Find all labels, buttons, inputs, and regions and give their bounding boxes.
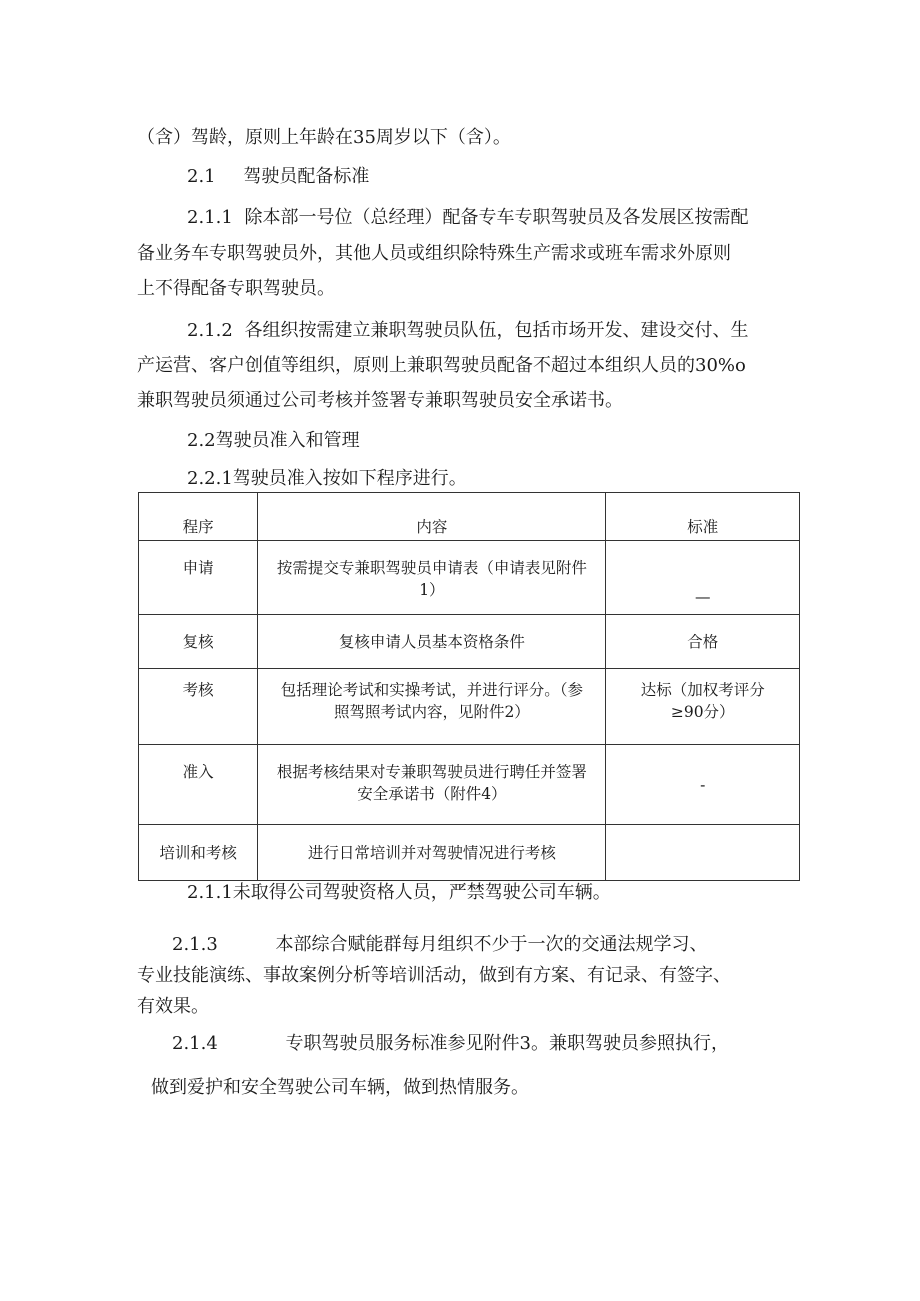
section-2-2-heading: 2.2驾驶员准入和管理	[187, 430, 360, 451]
content-cell	[258, 541, 606, 615]
standard-cell: 合格	[606, 615, 800, 669]
content-cell	[258, 669, 606, 745]
para-text: 专职驾驶员服务标准参见附件3。兼职驾驶员参照执行，	[285, 1033, 729, 1054]
content-line: 1）	[419, 581, 445, 599]
procedure-table	[138, 492, 800, 881]
section-2-1-heading	[187, 166, 369, 188]
step-cell: 培训和考核	[139, 825, 258, 881]
content-line: 安全承诺书（附件4）	[357, 785, 507, 803]
para-2-1-1-line3: 上不得配备专职驾驶员。	[137, 278, 335, 299]
table-row	[139, 669, 800, 745]
table-row	[139, 825, 800, 881]
para-after-table: 2.1.1未取得公司驾驶资格人员，严禁驾驶公司车辆。	[187, 882, 611, 903]
header-cell: 内容	[258, 493, 606, 541]
para-2-1-3-line1	[172, 934, 708, 956]
content-line: 包括理论考试和实操考试，并进行评分。（参	[280, 681, 584, 699]
intro-tail: （含）驾龄，原则上年龄在35周岁以下（含）。	[137, 127, 511, 148]
step-cell: 准入	[139, 745, 258, 825]
standard-cell	[606, 669, 800, 745]
para-2-1-1-line1	[187, 207, 749, 229]
standard-line: 达标（加权考评分	[640, 681, 765, 699]
table-row	[139, 615, 800, 669]
table-header-row	[139, 493, 800, 541]
section-number: 2.1	[187, 166, 216, 187]
para-2-1-3-line3: 有效果。	[137, 996, 209, 1017]
content-line: 照驾照考试内容，见附件2）	[333, 703, 530, 721]
para-text: 本部综合赋能群每月组织不少于一次的交通法规学习、	[275, 934, 708, 955]
content-cell	[258, 745, 606, 825]
step-cell: 复核	[139, 615, 258, 669]
standard-cell: —	[606, 541, 800, 615]
standard-cell	[606, 825, 800, 881]
standard-line: ≥90分）	[670, 703, 735, 721]
para-number: 2.1.4	[172, 1033, 218, 1054]
content-cell: 进行日常培训并对驾驶情况进行考核	[258, 825, 606, 881]
para-2-1-2-line2: 产运营、客户创值等组织，原则上兼职驾驶员配备不超过本组织人员的30%o	[137, 355, 746, 376]
para-number: 2.1.3	[172, 934, 218, 955]
content-cell: 复核申请人员基本资格条件	[258, 615, 606, 669]
para-2-1-4-line1	[172, 1033, 729, 1055]
content-line: 按需提交专兼职驾驶员申请表（申请表见附件	[276, 559, 587, 577]
header-cell: 程序	[139, 493, 258, 541]
para-2-1-2-line1	[187, 320, 749, 342]
standard-cell: -	[606, 745, 800, 825]
para-2-1-1-line2: 备业务车专职驾驶员外，其他人员或组织除特殊生产需求或班车需求外原则	[137, 243, 731, 264]
para-text: 各组织按需建立兼职驾驶员队伍，包括市场开发、建设交付、生	[244, 320, 749, 341]
para-2-2-1: 2.2.1驾驶员准入按如下程序进行。	[187, 468, 467, 489]
para-number: 2.1.2	[187, 320, 233, 341]
para-2-1-2-line3: 兼职驾驶员须通过公司考核并签署专兼职驾驶员安全承诺书。	[137, 390, 623, 411]
para-2-1-3-line2: 专业技能演练、事故案例分析等培训活动，做到有方案、有记录、有签字、	[137, 965, 731, 986]
header-cell: 标准	[606, 493, 800, 541]
table-row	[139, 541, 800, 615]
para-2-1-4-line2: 做到爱护和安全驾驶公司车辆，做到热情服务。	[151, 1077, 529, 1098]
table-row	[139, 745, 800, 825]
section-title: 驾驶员配备标准	[243, 166, 370, 187]
para-text: 除本部一号位（总经理）配备专车专职驾驶员及各发展区按需配	[244, 207, 749, 228]
step-cell: 申请	[139, 541, 258, 615]
content-line: 根据考核结果对专兼职驾驶员进行聘任并签署	[276, 763, 587, 781]
step-cell: 考核	[139, 669, 258, 745]
para-number: 2.1.1	[187, 207, 233, 228]
